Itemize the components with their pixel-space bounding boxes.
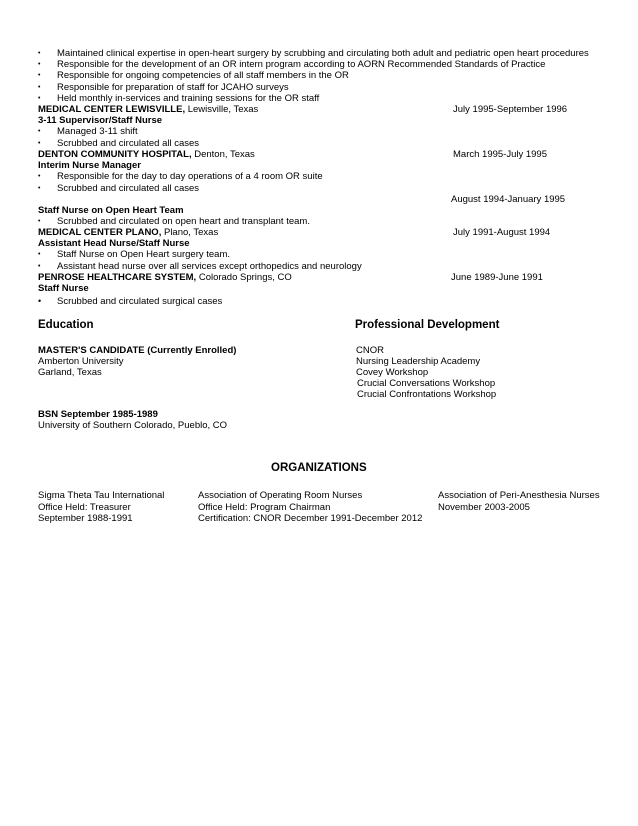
pd-item: Crucial Conversations Workshop: [357, 378, 496, 389]
pd-item: CNOR: [356, 345, 384, 356]
bullet-text: Held monthly in-services and training sessions for the OR staff: [57, 93, 320, 104]
organizations-heading: ORGANIZATIONS: [271, 462, 367, 474]
bullet-text: Scrubbed and circulated all cases: [57, 183, 200, 194]
education-heading: Education: [38, 319, 94, 331]
school-city: Garland, Texas: [38, 367, 102, 378]
employer-line: [38, 104, 258, 115]
bullet-icon: •: [38, 218, 41, 225]
job-title: Assistant Head Nurse/Staff Nurse: [38, 238, 190, 249]
employer-location: Plano, Texas: [161, 227, 219, 238]
pd-item: Nursing Leadership Academy: [356, 356, 481, 367]
org-line: Office Held: Program Chairman: [198, 502, 331, 513]
org-line: Association of Operating Room Nurses: [198, 490, 363, 501]
bullet-icon: •: [38, 61, 41, 68]
bullet-text: Managed 3-11 shift: [57, 126, 138, 137]
bullet-text: Scrubbed and circulated surgical cases: [57, 296, 223, 307]
org-line: September 1988-1991: [38, 513, 133, 524]
employer-line: [38, 227, 218, 238]
job-title: Staff Nurse on Open Heart Team: [38, 205, 184, 216]
bullet-icon: •: [38, 128, 41, 135]
bullet-text: Responsible for preparation of staff for JCAHO surveys: [57, 82, 289, 93]
bullet-icon: •: [38, 140, 41, 147]
bullet-icon: •: [38, 296, 42, 306]
employer-line: [38, 149, 255, 160]
job-title: Interim Nurse Manager: [38, 160, 141, 171]
org-line: November 2003-2005: [438, 502, 530, 513]
bullet-icon: •: [38, 95, 41, 102]
bullet-icon: •: [38, 251, 41, 258]
job-dates: July 1991-August 1994: [453, 227, 551, 238]
employer-line: [38, 272, 292, 283]
employer-name: MEDICAL CENTER PLANO,: [38, 227, 162, 238]
bullet-text: Scrubbed and circulated on open heart and transplant team.: [57, 216, 310, 227]
degree-title: MASTER'S CANDIDATE (Currently Enrolled): [38, 345, 237, 356]
job-title: Staff Nurse: [38, 283, 89, 294]
bullet-text: Assistant head nurse over all services except orthopedics and neurology: [57, 261, 362, 272]
employer-location: Colorado Springs, CO: [196, 272, 292, 283]
employer-location: Lewisville, Texas: [185, 104, 259, 115]
bullet-text: Responsible for ongoing competencies of all staff members in the OR: [57, 70, 349, 81]
job-dates: August 1994-January 1995: [451, 194, 566, 205]
bullet-icon: •: [38, 84, 41, 91]
job-dates: March 1995-July 1995: [453, 149, 547, 160]
org-line: Certification: CNOR December 1991-December 2012: [198, 513, 423, 524]
bullet-text: Staff Nurse on Open Heart surgery team.: [57, 249, 231, 260]
pd-item: Crucial Confrontations Workshop: [357, 389, 497, 400]
bullet-icon: •: [38, 50, 41, 57]
job-dates: July 1995-September 1996: [453, 104, 568, 115]
job-title: 3-11 Supervisor/Staff Nurse: [38, 115, 163, 126]
org-line: Office Held: Treasurer: [38, 502, 131, 513]
school-name: University of Southern Colorado, Pueblo, CO: [38, 420, 228, 431]
bullet-text: Scrubbed and circulated all cases: [57, 138, 200, 149]
school-name: Amberton University: [38, 356, 124, 367]
org-line: Association of Peri-Anesthesia Nurses: [438, 490, 600, 501]
bullet-icon: •: [38, 173, 41, 180]
org-line: Sigma Theta Tau International: [38, 490, 165, 501]
bullet-text: Responsible for the day to day operations of a 4 room OR suite: [57, 171, 323, 182]
degree-title: BSN September 1985-1989: [38, 409, 158, 420]
employer-name: PENROSE HEALTHCARE SYSTEM,: [38, 272, 197, 283]
employer-location: Denton, Texas: [191, 149, 255, 160]
bullet-text: Responsible for the development of an OR intern program according to AORN Recommended Standards of Practice: [57, 59, 546, 70]
bullet-icon: •: [38, 263, 41, 270]
bullet-icon: •: [38, 185, 41, 192]
professional-development-heading: Professional Development: [355, 319, 500, 331]
bullet-icon: •: [38, 72, 41, 79]
job-dates: June 1989-June 1991: [451, 272, 543, 283]
pd-item: Covey Workshop: [356, 367, 429, 378]
employer-name: DENTON COMMUNITY HOSPITAL,: [38, 149, 192, 160]
employer-name: MEDICAL CENTER LEWISVILLE,: [38, 104, 186, 115]
bullet-text: Maintained clinical expertise in open-heart surgery by scrubbing and circulating both adult and pediatric open heart procedures: [57, 48, 589, 59]
